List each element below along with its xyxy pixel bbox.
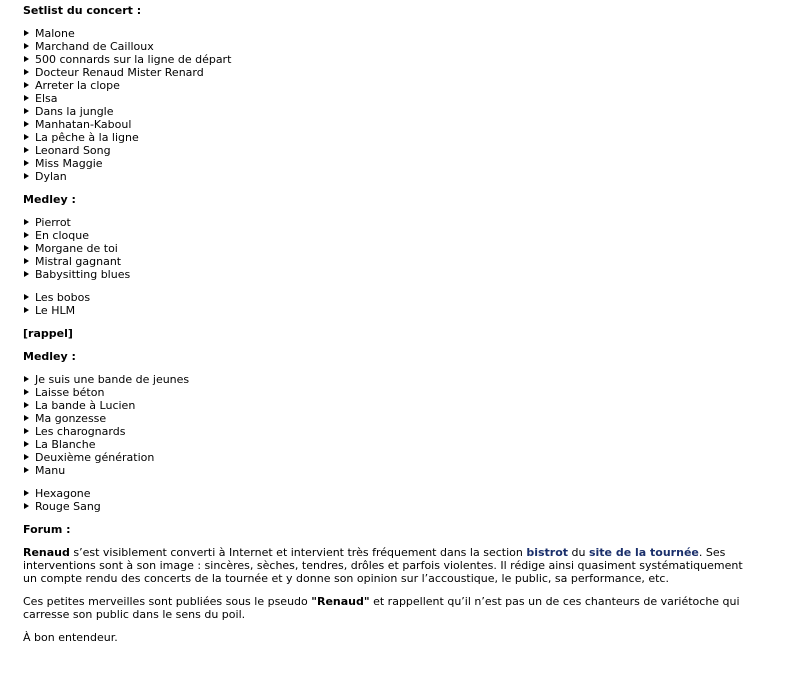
triangle-right-icon (24, 376, 29, 382)
triangle-right-icon (24, 454, 29, 460)
list-item (23, 229, 763, 242)
list-item-label: Les bobos (35, 291, 91, 304)
list-item-label: La pêche à la ligne (35, 131, 139, 144)
list-item-label: Le HLM (35, 304, 76, 317)
list-item (23, 27, 763, 40)
forum-paragraph-1 (23, 546, 743, 585)
triangle-right-icon (24, 121, 29, 127)
setlist-heading: Setlist du concert : (23, 4, 142, 17)
list-item (23, 425, 763, 438)
list-item-label: La Blanche (35, 438, 96, 451)
triangle-right-icon (24, 258, 29, 264)
list-item (23, 79, 763, 92)
triangle-right-icon (24, 389, 29, 395)
list-item-label: Je suis une bande de jeunes (35, 373, 190, 386)
triangle-right-icon (24, 415, 29, 421)
list-item-label: Ma gonzesse (35, 412, 107, 425)
forum-heading: Forum : (23, 523, 71, 536)
list-item-label: Elsa (35, 92, 58, 105)
medley-list (23, 216, 763, 281)
list-item (23, 268, 763, 281)
list-item (23, 92, 763, 105)
triangle-right-icon (24, 69, 29, 75)
list-item-label: Rouge Sang (35, 500, 101, 513)
triangle-right-icon (24, 30, 29, 36)
list-item-label: Babysitting blues (35, 268, 131, 281)
list-item (23, 66, 763, 79)
closing-line: À bon entendeur. (23, 631, 118, 644)
list-item-label: Deuxième génération (35, 451, 155, 464)
rappel-final-list (23, 487, 763, 513)
list-item-label: Leonard Song (35, 144, 111, 157)
list-item (23, 105, 763, 118)
triangle-right-icon (24, 147, 29, 153)
list-item-label: Docteur Renaud Mister Renard (35, 66, 204, 79)
list-item (23, 399, 763, 412)
list-item (23, 170, 763, 183)
bistrot-link[interactable]: bistrot (526, 546, 569, 559)
triangle-right-icon (24, 108, 29, 114)
list-item (23, 131, 763, 144)
list-item (23, 40, 763, 53)
list-item (23, 157, 763, 170)
list-item-label: Dans la jungle (35, 105, 114, 118)
list-item-label: Hexagone (35, 487, 91, 500)
triangle-right-icon (24, 173, 29, 179)
list-item-label: Mistral gagnant (35, 255, 122, 268)
list-item-label: La bande à Lucien (35, 399, 136, 412)
rappel-medley-list (23, 373, 763, 477)
list-item-label: Laisse béton (35, 386, 105, 399)
setlist-list (23, 27, 763, 183)
list-item-label: Arreter la clope (35, 79, 120, 92)
list-item (23, 464, 763, 477)
list-item (23, 438, 763, 451)
triangle-right-icon (24, 232, 29, 238)
list-item (23, 255, 763, 268)
list-item-label: Morgane de toi (35, 242, 118, 255)
triangle-right-icon (24, 402, 29, 408)
list-item-label: Malone (35, 27, 75, 40)
triangle-right-icon (24, 134, 29, 140)
list-item-label: Miss Maggie (35, 157, 103, 170)
forum-text-c: . Ses interventions sont à son image : sincères, sèches, tendres, drôles et parfois violentes. Il rédige ainsi quasiment systématiquement un compte rendu des concerts de la tournée et y donne son opinion sur l’accoustique, le public, sa performance, etc. (23, 546, 743, 585)
list-item (23, 487, 763, 500)
triangle-right-icon (24, 271, 29, 277)
medley-heading: Medley : (23, 193, 76, 206)
list-item-label: Manu (35, 464, 66, 477)
list-item (23, 216, 763, 229)
list-item (23, 242, 763, 255)
triangle-right-icon (24, 503, 29, 509)
list-item-label: 500 connards sur la ligne de départ (35, 53, 232, 66)
forum-paragraph-2 (23, 595, 743, 621)
post-medley-list (23, 291, 763, 317)
list-item (23, 451, 763, 464)
triangle-right-icon (24, 82, 29, 88)
triangle-right-icon (24, 219, 29, 225)
triangle-right-icon (24, 490, 29, 496)
tour-site-link[interactable]: site de la tournée (588, 546, 699, 559)
list-item-label: Marchand de Cailloux (35, 40, 154, 53)
list-item-label: Pierrot (35, 216, 71, 229)
list-item (23, 144, 763, 157)
forum-text-b: du (568, 546, 589, 559)
triangle-right-icon (24, 43, 29, 49)
triangle-right-icon (24, 441, 29, 447)
rappel-heading: [rappel] (23, 327, 73, 340)
forum-p2-text-b: et rappellent qu’il n’est pas un de ces chanteurs de variétoche qui carresse son public dans le sens du poil. (23, 595, 740, 621)
forum-text-a: s’est visiblement converti à Internet et intervient très fréquement dans la section (69, 546, 527, 559)
list-item (23, 53, 763, 66)
triangle-right-icon (24, 294, 29, 300)
list-item (23, 118, 763, 131)
list-item (23, 291, 763, 304)
list-item (23, 386, 763, 399)
list-item-label: Les charognards (35, 425, 126, 438)
list-item (23, 373, 763, 386)
triangle-right-icon (24, 245, 29, 251)
list-item (23, 304, 763, 317)
list-item-label: Manhatan-Kaboul (35, 118, 132, 131)
article-content (23, 4, 763, 644)
rappel-medley-heading: Medley : (23, 350, 76, 363)
list-item-label: Dylan (35, 170, 67, 183)
triangle-right-icon (24, 160, 29, 166)
triangle-right-icon (24, 467, 29, 473)
list-item-label: En cloque (35, 229, 89, 242)
list-item (23, 500, 763, 513)
triangle-right-icon (24, 428, 29, 434)
list-item (23, 412, 763, 425)
triangle-right-icon (24, 56, 29, 62)
renaud-name: Renaud (23, 546, 70, 559)
forum-p2-text-a: Ces petites merveilles sont publiées sous le pseudo (23, 595, 312, 608)
pseudo-text: "Renaud" (311, 595, 370, 608)
triangle-right-icon (24, 307, 29, 313)
triangle-right-icon (24, 95, 29, 101)
